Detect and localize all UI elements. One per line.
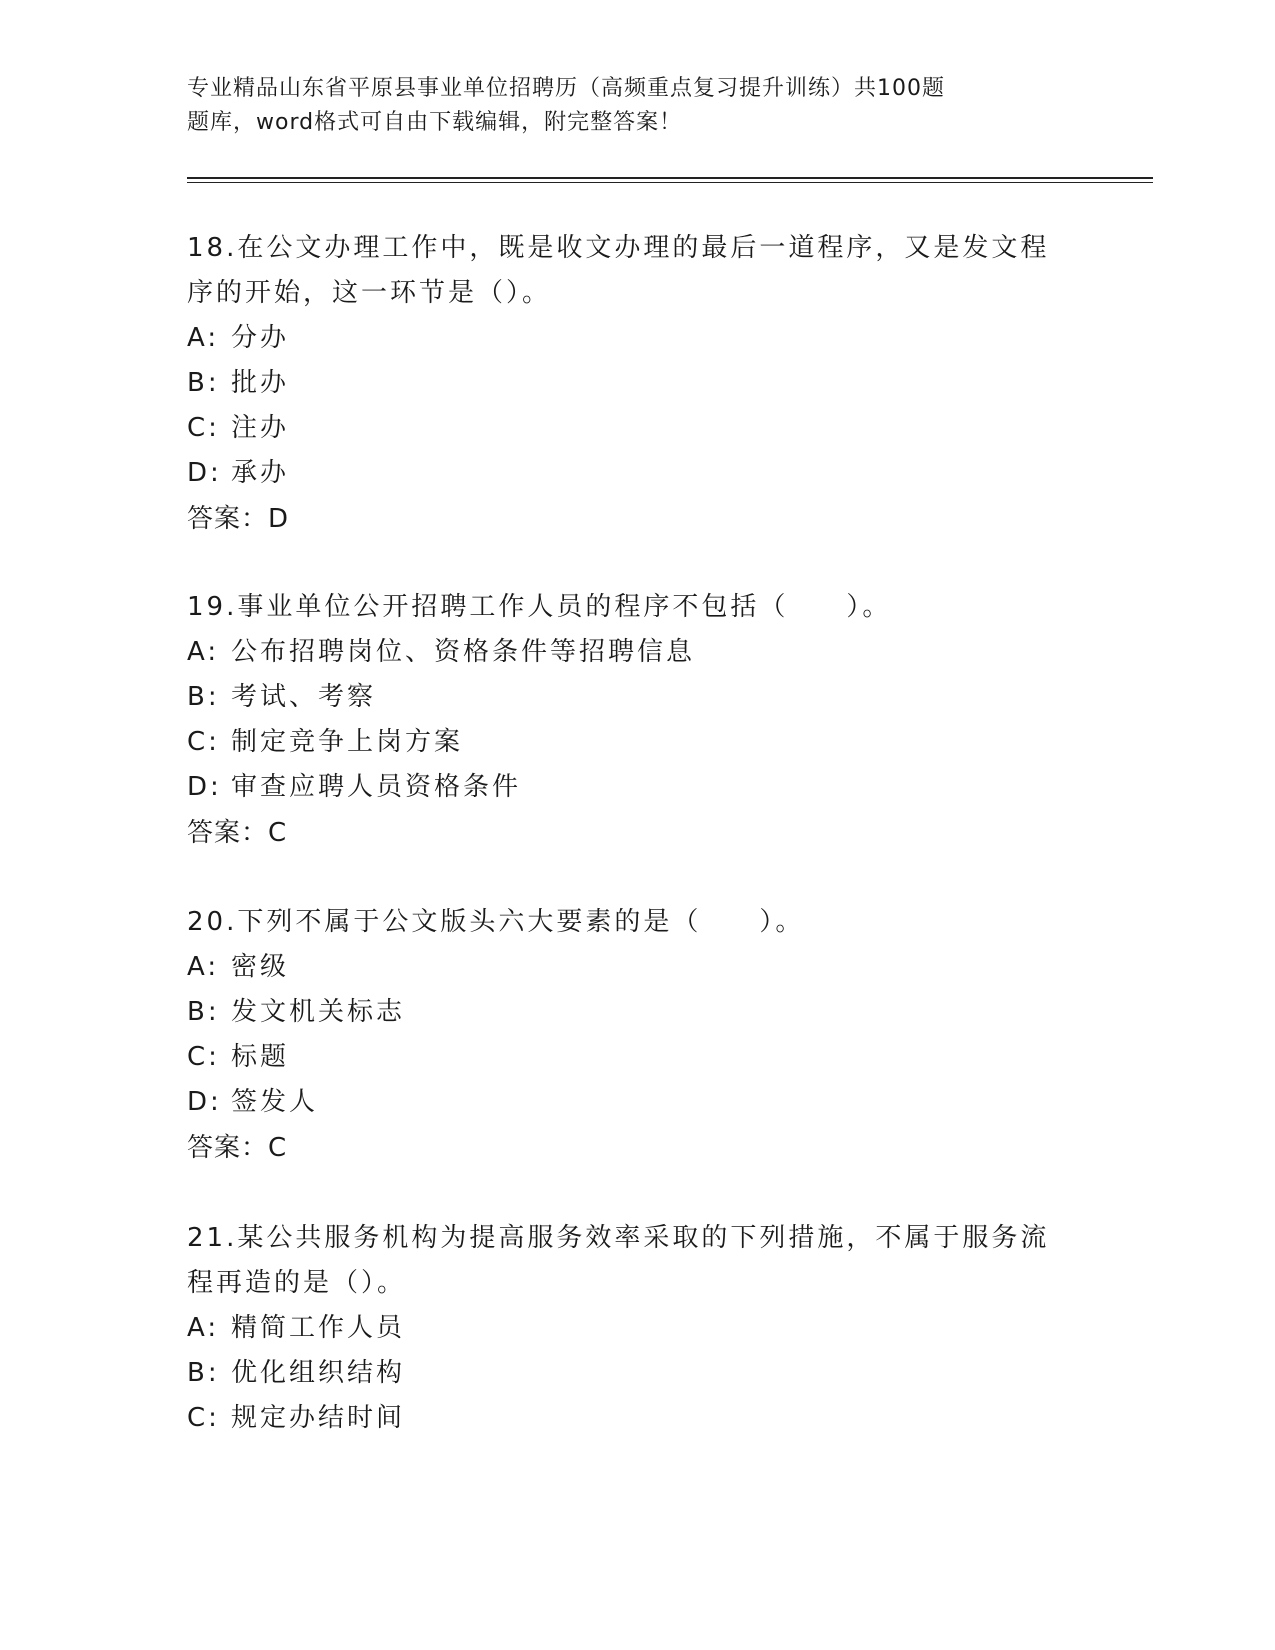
option-text: 精简工作人员	[231, 1313, 406, 1343]
question-text: 20.下列不属于公文版头六大要素的是（ ）。	[187, 907, 805, 937]
option-letter: A:	[187, 637, 220, 667]
header-line-2: 题库，word格式可自由下载编辑，附完整答案！	[187, 110, 683, 135]
question-text: 18.在公文办理工作中，既是收文办理的最后一道程序，又是发文程序的开始，这一环节是（）。	[187, 233, 1050, 308]
header-divider-thin	[187, 182, 1153, 183]
option-b	[187, 361, 1067, 406]
option-letter: B:	[187, 682, 220, 712]
question-21	[187, 1216, 1067, 1441]
option-letter: D:	[187, 1087, 222, 1117]
option-b	[187, 675, 1067, 720]
option-letter: D:	[187, 772, 222, 802]
option-a	[187, 316, 1067, 361]
option-a	[187, 1306, 1067, 1351]
question-18	[187, 226, 1067, 542]
option-text: 标题	[231, 1042, 290, 1072]
answer-line: 答案：C	[187, 818, 288, 848]
option-text: 批办	[231, 368, 290, 398]
option-letter: C:	[187, 1042, 220, 1072]
question-text: 19.事业单位公开招聘工作人员的程序不包括（ ）。	[187, 592, 892, 622]
option-letter: B:	[187, 997, 220, 1027]
header-divider-thick	[187, 177, 1153, 179]
option-text: 分办	[231, 323, 290, 353]
option-text: 发文机关标志	[231, 997, 406, 1027]
option-d	[187, 451, 1067, 496]
option-letter: A:	[187, 1313, 220, 1343]
option-text: 密级	[231, 952, 290, 982]
option-text: 考试、考察	[231, 682, 377, 712]
option-b	[187, 1351, 1067, 1396]
option-a	[187, 945, 1067, 990]
header-line-1: 专业精品山东省平原县事业单位招聘历（高频重点复习提升训练）共100题	[187, 76, 945, 101]
option-text: 承办	[231, 458, 290, 488]
option-letter: C:	[187, 413, 220, 443]
option-text: 公布招聘岗位、资格条件等招聘信息	[231, 637, 696, 667]
option-c	[187, 406, 1067, 451]
option-text: 签发人	[231, 1087, 319, 1117]
answer-line: 答案：C	[187, 1133, 288, 1163]
option-letter: B:	[187, 368, 220, 398]
option-text: 规定办结时间	[231, 1403, 406, 1433]
option-letter: B:	[187, 1358, 220, 1388]
option-letter: C:	[187, 1403, 220, 1433]
option-letter: A:	[187, 952, 220, 982]
option-b	[187, 990, 1067, 1035]
question-text: 21.某公共服务机构为提高服务效率采取的下列措施，不属于服务流程再造的是（）。	[187, 1223, 1050, 1298]
option-letter: C:	[187, 727, 220, 757]
option-text: 注办	[231, 413, 290, 443]
option-text: 优化组织结构	[231, 1358, 406, 1388]
option-c	[187, 1035, 1067, 1080]
option-text: 制定竞争上岗方案	[231, 727, 464, 757]
option-c	[187, 720, 1067, 765]
question-19	[187, 585, 1067, 856]
option-text: 审查应聘人员资格条件	[231, 772, 522, 802]
option-letter: A:	[187, 323, 220, 353]
document-header	[187, 72, 1027, 140]
answer-line: 答案：D	[187, 504, 290, 534]
option-a	[187, 630, 1067, 675]
option-d	[187, 1080, 1067, 1125]
option-c	[187, 1396, 1067, 1441]
option-letter: D:	[187, 458, 222, 488]
option-d	[187, 765, 1067, 810]
question-20	[187, 900, 1067, 1171]
